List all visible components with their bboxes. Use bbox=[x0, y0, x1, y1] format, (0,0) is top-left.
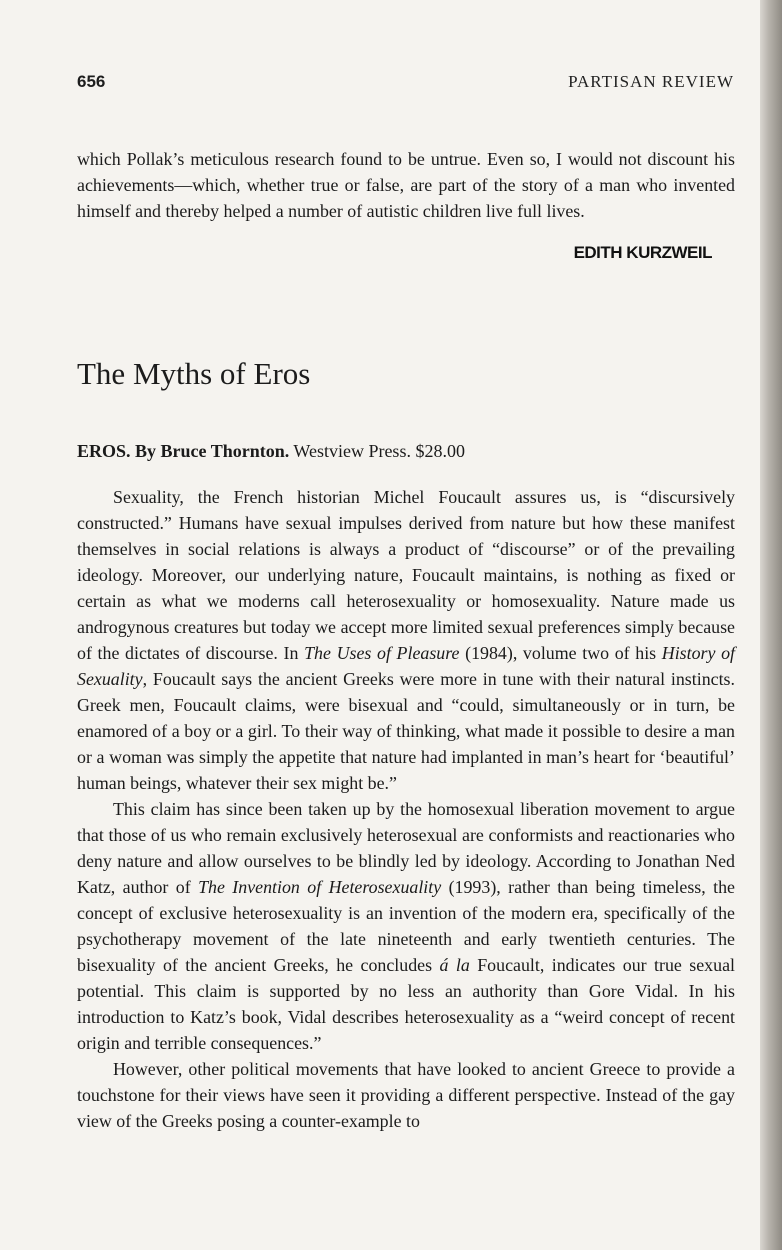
page-edge-shadow bbox=[760, 0, 782, 1250]
reviewer-signature: EDITH KURZWEIL bbox=[573, 243, 712, 262]
paragraph-1: Sexuality, the French historian Michel Foucault assures us, is “discursively constructed.” Humans have sexual impulses derived from nature but how these manifest themselves in social relations is always a product of “discourse” or of the prevailing ideology. Moreover, our underlying nature, Foucault maintains, is nothing as fixed or certain as what we moderns call heterosexuality or homosexuality. Nature made us androgynous creatures but today we accept more limited sexual preferences simply because of the dictates of discourse. In The Uses of Pleasure (1984), volume two of his History of Sexuality, Foucault says the ancient Greeks were more in tune with their natural instincts. Greek men, Foucault claims, were bisexual and “could, simultaneously or in turn, be enamored of a boy or a girl. To their way of thinking, what made it possible to desire a man or a woman was simply the appetite that nature had implanted in man’s heart for ‘beautiful’ human beings, whatever their sex might be.” bbox=[77, 487, 736, 793]
book-title: EROS. bbox=[77, 441, 131, 461]
paragraph-2: This claim has since been taken up by the homosexual liberation movement to argue that those of us who remain exclusively heterosexual are conformists and reactionaries who deny nature and allow ourselves to be blindly led by ideology. According to Jonathan Ned Katz, author of The Invention of Heterosexuality (1993), rather than being timeless, the concept of exclusive heterosexuality is an invention of the modern era, specifically of the psychotherapy movement of the late nineteenth and early twentieth centuries. The bisexuality of the ancient Greeks, he concludes á la Foucault, indicates our true sexual potential. This claim is supported by no less an authority than Gore Vidal. In his introduction to Katz’s book, Vidal describes heterosexuality as a “weird concept of recent origin and terrible consequences.” bbox=[77, 799, 735, 1053]
running-head: PARTISAN REVIEW bbox=[568, 72, 734, 91]
book-citation bbox=[77, 441, 465, 462]
previous-review-ending: which Pollak’s meticulous research found to be untrue. Even so, I would not discount his achievements—which, whether true or false, are part of the story of a man who invented himself and thereby helped a number of autistic children live full lives. bbox=[77, 149, 735, 221]
page-header bbox=[77, 72, 734, 96]
article-body bbox=[77, 484, 735, 1134]
book-publisher: Westview Press. $28.00 bbox=[293, 441, 465, 461]
article-title: The Myths of Eros bbox=[77, 356, 311, 391]
book-author: By Bruce Thornton. bbox=[135, 441, 290, 461]
paragraph-3: However, other political movements that have looked to ancient Greece to provide a touchstone for their views have seen it providing a different perspective. Instead of the gay view of the Greeks posing a counter-example to bbox=[77, 1059, 735, 1131]
page-number: 656 bbox=[77, 72, 106, 91]
